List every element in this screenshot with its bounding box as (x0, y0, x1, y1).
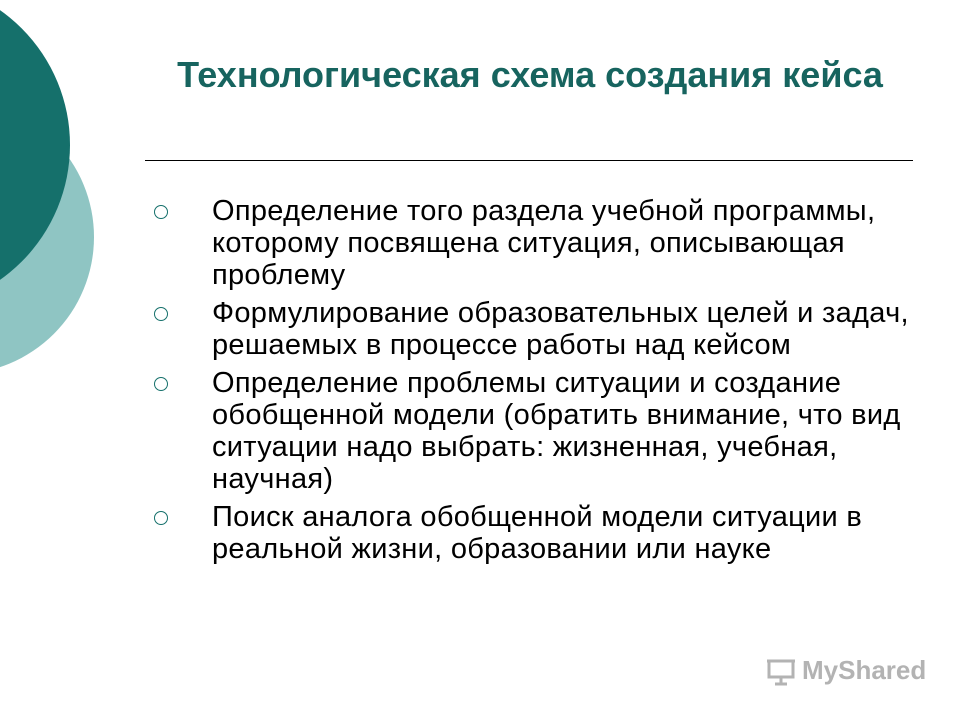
watermark-text: MyShared (802, 655, 927, 685)
bullet-text: Формулирование образовательных целей и задач, решаемых в процессе работы над кейсом (212, 297, 909, 361)
bullet-item (152, 501, 912, 565)
title-divider (145, 160, 913, 161)
slide-title: Технологическая схема создания кейса (177, 54, 883, 95)
circle-bullet-icon (154, 377, 168, 391)
projector-screen-icon (766, 656, 796, 686)
bullet-item (152, 297, 912, 361)
circle-bullet-icon (154, 307, 168, 321)
circle-bullet-icon (154, 205, 168, 219)
bullet-text: Определение того раздела учебной программы, которому посвящена ситуация, описывающая проблему (212, 195, 876, 291)
bullet-text: Поиск аналога обобщенной модели ситуации в реальной жизни, образовании или науке (212, 501, 863, 565)
bullet-item (152, 367, 912, 495)
bullet-text: Определение проблемы ситуации и создание обобщенной модели (обратить внимание, что вид ситуации надо выбрать: жизненная, учебная, научная) (212, 367, 901, 495)
watermark (766, 655, 926, 686)
bullet-item (152, 195, 912, 291)
bullet-list (152, 195, 912, 571)
circle-bullet-icon (154, 511, 168, 525)
